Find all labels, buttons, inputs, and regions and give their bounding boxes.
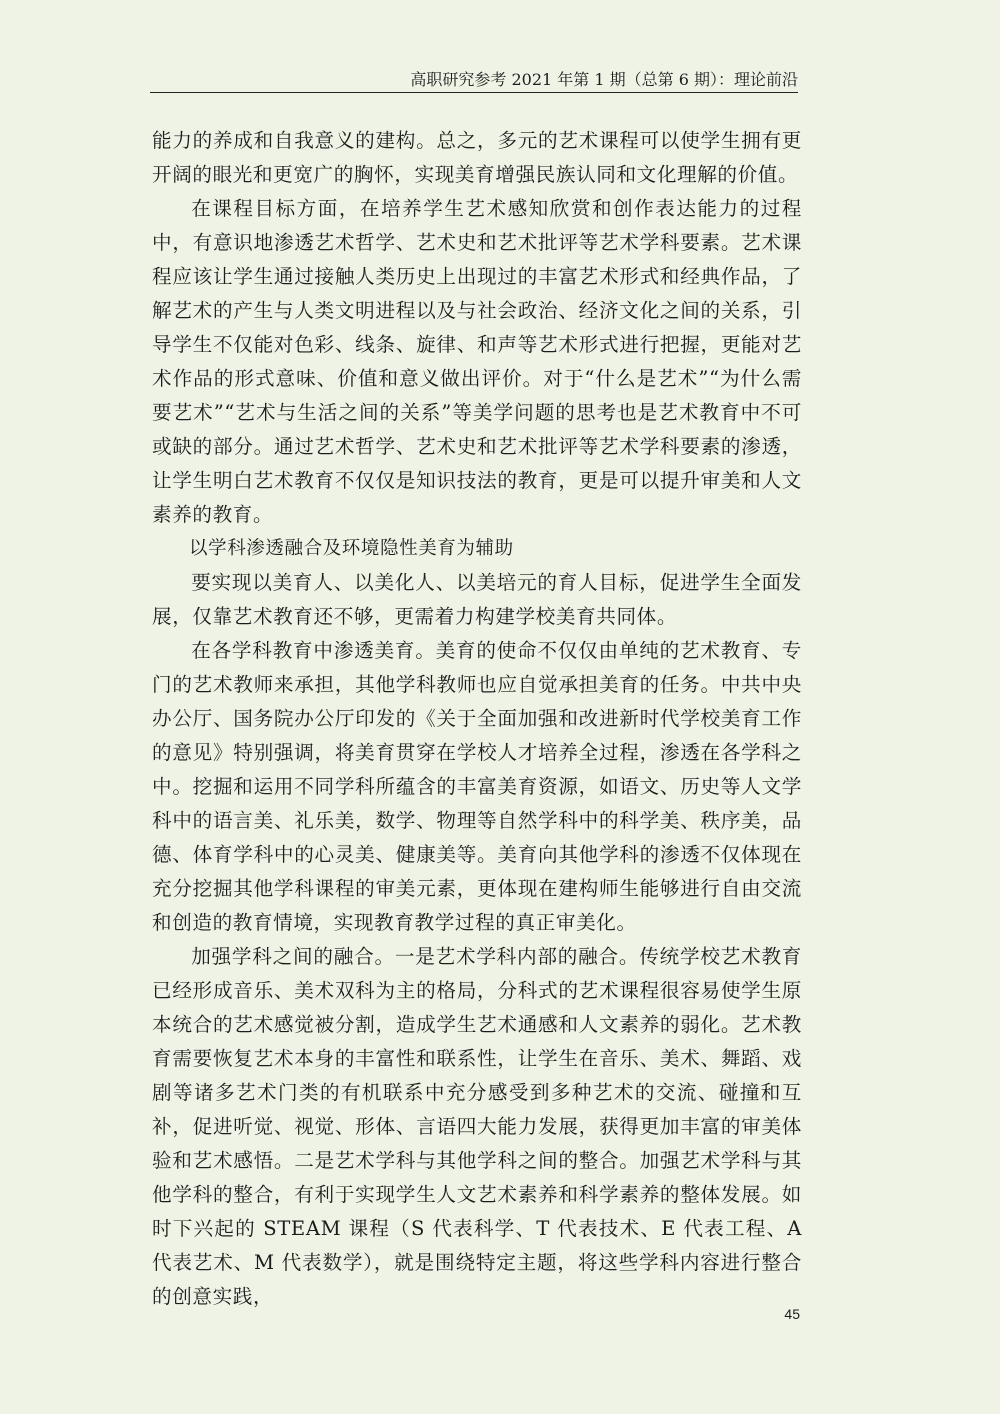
paragraph-aesthetic-community: 要实现以美育人、以美化人、以美培元的育人目标，促进学生全面发展，仅靠艺术教育还不够，更需着力构建学校美育共同体。 bbox=[152, 571, 802, 628]
paragraph-subject-infiltration: 在各学科教育中渗透美育。美育的使命不仅仅由单纯的艺术教育、专门的艺术教师来承担，其他学科教师也应自觉承担美育的任务。中共中央办公厅、国务院办公厅印发的《关于全面加强和改进新时代学校美育工作的意见》特别强调，将美育贯穿在学校人才培养全过程，渗透在各学科之中。挖掘和运用不同学科所蕴含的丰富美育资源，如语文、历史等人文学科中的语言美、礼乐美，数学、物理等自然学科中的科学美、秩序美，品德、体育学科中的心灵美、健康美等。美育向其他学科的渗透不仅体现在充分挖掘其他学科课程的审美元素，更体现在建构师生能够进行自由交流和创造的教育情境，实现教育教学过程的真正审美化。 bbox=[152, 639, 802, 934]
article-body bbox=[152, 124, 802, 1314]
paragraph-continuation: 能力的养成和自我意义的建构。总之，多元的艺术课程可以使学生拥有更开阔的眼光和更宽广的胸怀，实现美育增强民族认同和文化理解的价值。 bbox=[152, 129, 802, 186]
paragraph-subject-integration: 加强学科之间的融合。一是艺术学科内部的融合。传统学校艺术教育已经形成音乐、美术双科为主的格局，分科式的艺术课程很容易使学生原本统合的艺术感觉被分割，造成学生艺术通感和人文素养的弱化。艺术教育需要恢复艺术本身的丰富性和联系性，让学生在音乐、美术、舞蹈、戏剧等诸多艺术门类的有机联系中充分感受到多种艺术的交流、碰撞和互补，促进听觉、视觉、形体、言语四大能力发展，获得更加丰富的审美体验和艺术感悟。二是艺术学科与其他学科之间的整合。加强艺术学科与其他学科的整合，有利于实现学生人文艺术素养和科学素养的整体发展。如时下兴起的 STEAM 课程（S 代表科学、T 代表技术、E 代表工程、A 代表艺术、M 代表数学），就是围绕特定主题，将这些学科内容进行整合的创意实践， bbox=[152, 945, 802, 1308]
page-number: 45 bbox=[784, 1306, 800, 1322]
paragraph-course-objectives: 在课程目标方面，在培养学生艺术感知欣赏和创作表达能力的过程中，有意识地渗透艺术哲学、艺术史和艺术批评等艺术学科要素。艺术课程应该让学生通过接触人类历史上出现过的丰富艺术形式和经典作品，了解艺术的产生与人类文明进程以及与社会政治、经济文化之间的关系，引导学生不仅能对色彩、线条、旋律、和声等艺术形式进行把握，更能对艺术作品的形式意味、价值和意义做出评价。对于“什么是艺术”“为什么需要艺术”“艺术与生活之间的关系”等美学问题的思考也是艺术教育中不可或缺的部分。通过艺术哲学、艺术史和艺术批评等艺术学科要素的渗透，让学生明白艺术教育不仅仅是知识技法的教育，更是可以提升审美和人文素养的教育。 bbox=[152, 197, 802, 526]
section-subheading: 以学科渗透融合及环境隐性美育为辅助 bbox=[189, 538, 514, 559]
running-header: 高职研究参考 2021 年第 1 期（总第 6 期）：理论前沿 bbox=[410, 70, 798, 89]
header-rule bbox=[150, 92, 798, 93]
